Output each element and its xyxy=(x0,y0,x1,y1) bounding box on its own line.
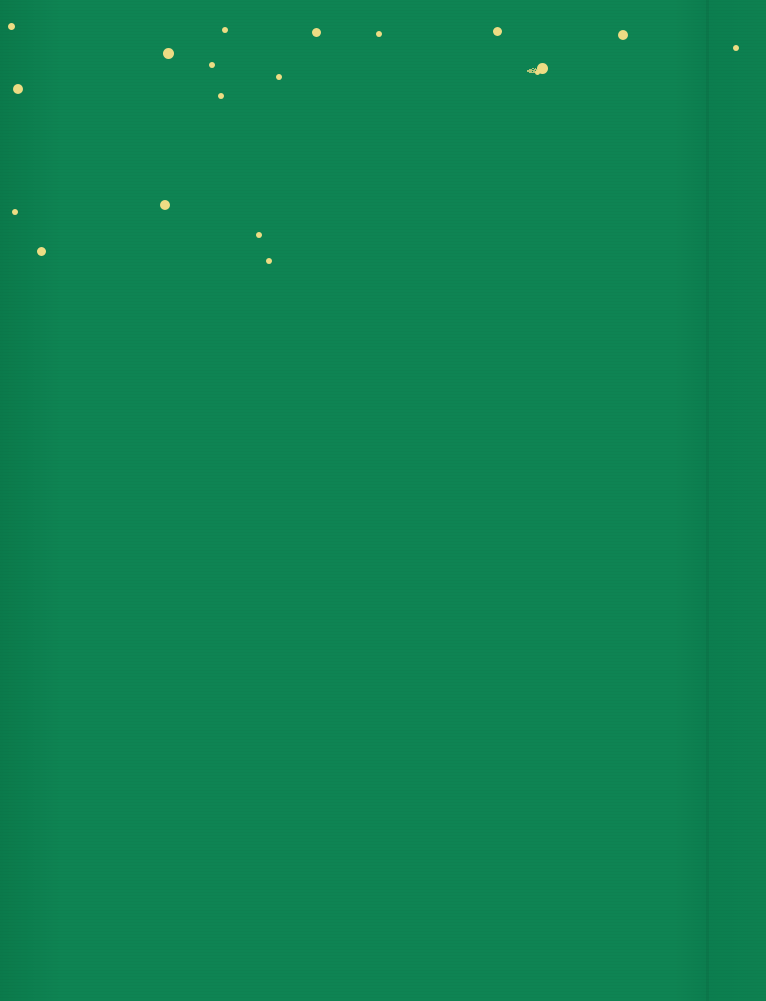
dot-icon xyxy=(276,74,282,80)
dot-icon xyxy=(536,72,537,73)
dot-icon xyxy=(209,62,215,68)
dot-icon xyxy=(534,72,535,73)
dot-icon xyxy=(537,68,538,69)
dot-icon xyxy=(531,71,532,72)
dot-icon xyxy=(218,93,224,99)
dot-icon xyxy=(531,72,532,73)
dot-icon xyxy=(537,70,538,71)
dot-icon xyxy=(538,69,539,70)
dot-icon xyxy=(376,31,382,37)
dot-icon xyxy=(537,73,538,74)
spine-edge xyxy=(706,0,709,1001)
dot-icon xyxy=(733,45,739,51)
dot-icon xyxy=(527,70,528,71)
dot-icon xyxy=(163,48,174,59)
dot-icon xyxy=(13,84,23,94)
dot-icon xyxy=(12,209,18,215)
dot-icon xyxy=(8,23,15,30)
dot-icon xyxy=(533,70,534,71)
dot-icon xyxy=(160,200,170,210)
dot-icon xyxy=(618,30,628,40)
dot-icon xyxy=(266,258,272,264)
dot-icon xyxy=(530,72,531,73)
dot-icon xyxy=(256,232,262,238)
dot-icon xyxy=(531,70,532,71)
dot-icon xyxy=(532,68,533,69)
dot-icon xyxy=(530,71,531,72)
dot-icon xyxy=(222,27,228,33)
dot-icon xyxy=(493,27,502,36)
dot-icon xyxy=(535,69,536,70)
dot-icon xyxy=(37,247,46,256)
dot-icon xyxy=(312,28,321,37)
